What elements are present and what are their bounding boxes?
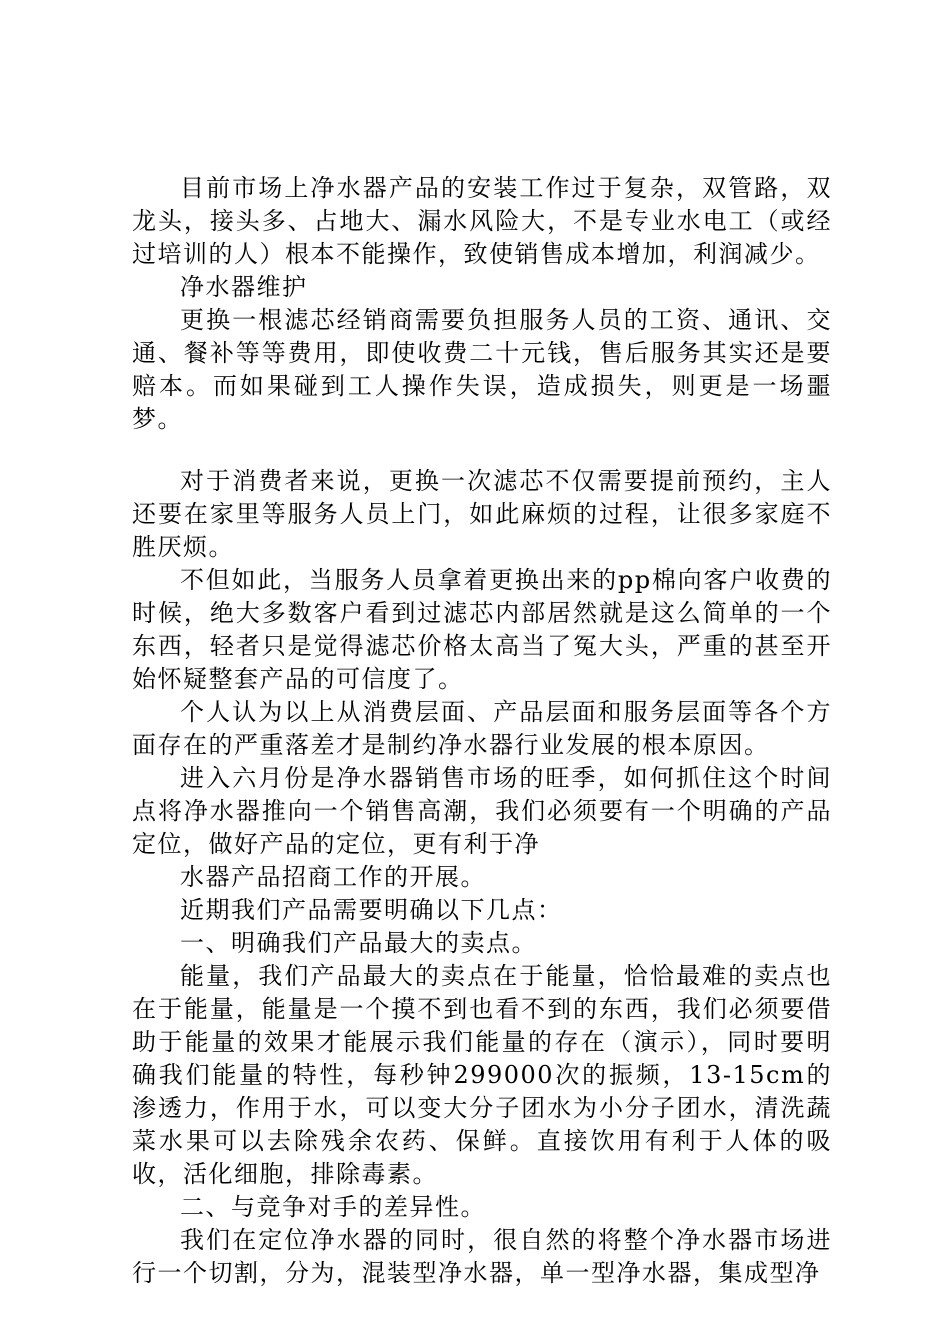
paragraph-market-segmentation: 我们在定位净水器的同时，很自然的将整个净水器市场进行一个切割，分为，混装型净水器，单一型净水器，集成型净 — [132, 1226, 832, 1287]
heading-point-two: 二、与竞争对手的差异性。 — [180, 1193, 486, 1221]
paragraph-points-intro: 近期我们产品需要明确以下几点： — [180, 896, 563, 924]
paragraph-investment: 水器产品招商工作的开展。 — [180, 863, 486, 891]
paragraph-opinion: 个人认为以上从消费层面、产品层面和服务层面等各个方面存在的严重落差才是制约净水器行业发展的根本原因。 — [132, 698, 832, 759]
paragraph-installation: 目前市场上净水器产品的安装工作过于复杂，双管路，双龙头，接头多、占地大、漏水风险大，不是专业水电工（或经过培训的人）根本不能操作，致使销售成本增加，利润减少。 — [132, 174, 832, 268]
paragraph-energy: 能量，我们产品最大的卖点在于能量，恰恰最难的卖点也在于能量，能量是一个摸不到也看不到的东西，我们必须要借助于能量的效果才能展示我们能量的存在（演示），同时要明确我们能量的特性，每秒钟299000次的振频，13-15cm的渗透力，作用于水，可以变大分子团水为小分子团水，清洗蔬菜水果可以去除残余农药、保鲜。直接饮用有利于人体的吸收，活化细胞，排除毒素。 — [132, 962, 832, 1188]
document-body — [132, 172, 832, 1290]
paragraph-filter-cost: 更换一根滤芯经销商需要负担服务人员的工资、通讯、交通、餐补等等费用，即使收费二十元钱，售后服务其实还是要赔本。而如果碰到工人操作失误，造成损失，则更是一场噩梦。 — [132, 306, 832, 433]
paragraph-june-season: 进入六月份是净水器销售市场的旺季，如何抓住这个时间点将净水器推向一个销售高潮，我们必须要有一个明确的产品定位，做好产品的定位，更有利于净 — [132, 764, 832, 858]
heading-maintenance: 净水器维护 — [180, 273, 308, 301]
paragraph-pp-cotton: 不但如此，当服务人员拿着更换出来的pp棉向客户收费的时候，绝大多数客户看到过滤芯内部居然就是这么简单的一个东西，轻者只是觉得滤芯价格太高当了冤大头，严重的甚至开始怀疑整套产品的可信度了。 — [132, 566, 832, 693]
paragraph-consumer: 对于消费者来说，更换一次滤芯不仅需要提前预约，主人还要在家里等服务人员上门，如此麻烦的过程，让很多家庭不胜厌烦。 — [132, 467, 832, 561]
heading-point-one: 一、明确我们产品最大的卖点。 — [180, 929, 537, 957]
